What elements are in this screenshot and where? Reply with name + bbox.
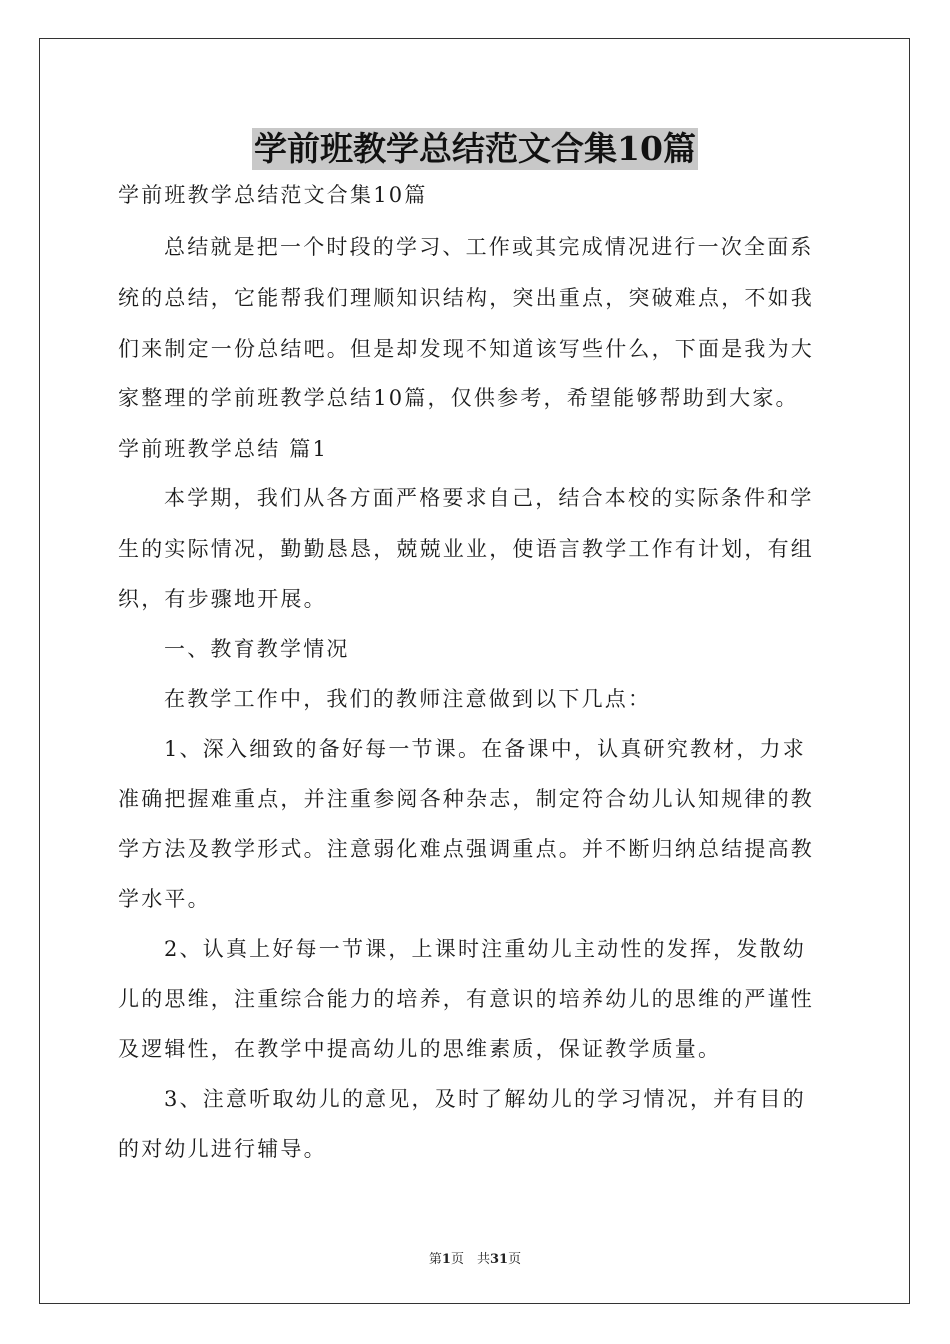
paragraph-line: 统的总结，它能帮我们理顺知识结构，突出重点，突破难点，不如我 <box>118 286 814 310</box>
page-footer <box>0 1248 950 1267</box>
page-prefix: 第 <box>428 1252 442 1267</box>
paragraph-line: 生的实际情况，勤勤恳恳，兢兢业业，使语言教学工作有计划，有组 <box>118 537 814 561</box>
paragraph-line: 织，有步骤地开展。 <box>118 587 327 611</box>
subsection-heading: 一、教育教学情况 <box>164 637 350 661</box>
page-suffix: 页 <box>508 1252 522 1267</box>
paragraph-line: 本学期，我们从各方面严格要求自己，结合本校的实际条件和学 <box>164 486 814 510</box>
paragraph-line: 的对幼儿进行辅导。 <box>118 1137 327 1161</box>
paragraph-line: 们来制定一份总结吧。但是却发现不知道该写些什么，下面是我为大 <box>118 337 814 361</box>
document-title: 学前班教学总结范文合集10篇 <box>254 129 696 168</box>
page-total: 31 <box>489 1252 509 1267</box>
paragraph-line: 准确把握难重点，并注重参阅各种杂志，制定符合幼儿认知规律的教 <box>118 787 814 811</box>
paragraph-line: 家整理的学前班教学总结10篇，仅供参考，希望能够帮助到大家。 <box>118 386 799 410</box>
paragraph-line: 总结就是把一个时段的学习、工作或其完成情况进行一次全面系 <box>164 235 814 259</box>
page-mid: 页 共 <box>450 1252 490 1267</box>
paragraph-line: 儿的思维，注重综合能力的培养，有意识的培养幼儿的思维的严谨性 <box>118 987 814 1011</box>
subtitle-line: 学前班教学总结范文合集10篇 <box>118 183 428 207</box>
section-heading: 学前班教学总结 篇1 <box>118 437 329 461</box>
paragraph-line: 及逻辑性，在教学中提高幼儿的思维素质，保证教学质量。 <box>118 1037 722 1061</box>
paragraph-line: 学方法及教学形式。注意弱化难点强调重点。并不断归纳总结提高教 <box>118 837 814 861</box>
paragraph-line: 在教学工作中，我们的教师注意做到以下几点： <box>164 687 652 711</box>
paragraph-line: 2、认真上好每一节课，上课时注重幼儿主动性的发挥，发散幼 <box>164 937 806 961</box>
paragraph-line: 1、深入细致的备好每一节课。在备课中，认真研究教材，力求 <box>164 737 806 761</box>
page-current: 1 <box>441 1252 451 1267</box>
title-wrap <box>0 128 950 170</box>
paragraph-line: 学水平。 <box>118 887 211 911</box>
page-border <box>39 38 910 1304</box>
paragraph-line: 3、注意听取幼儿的意见，及时了解幼儿的学习情况，并有目的 <box>164 1087 806 1111</box>
